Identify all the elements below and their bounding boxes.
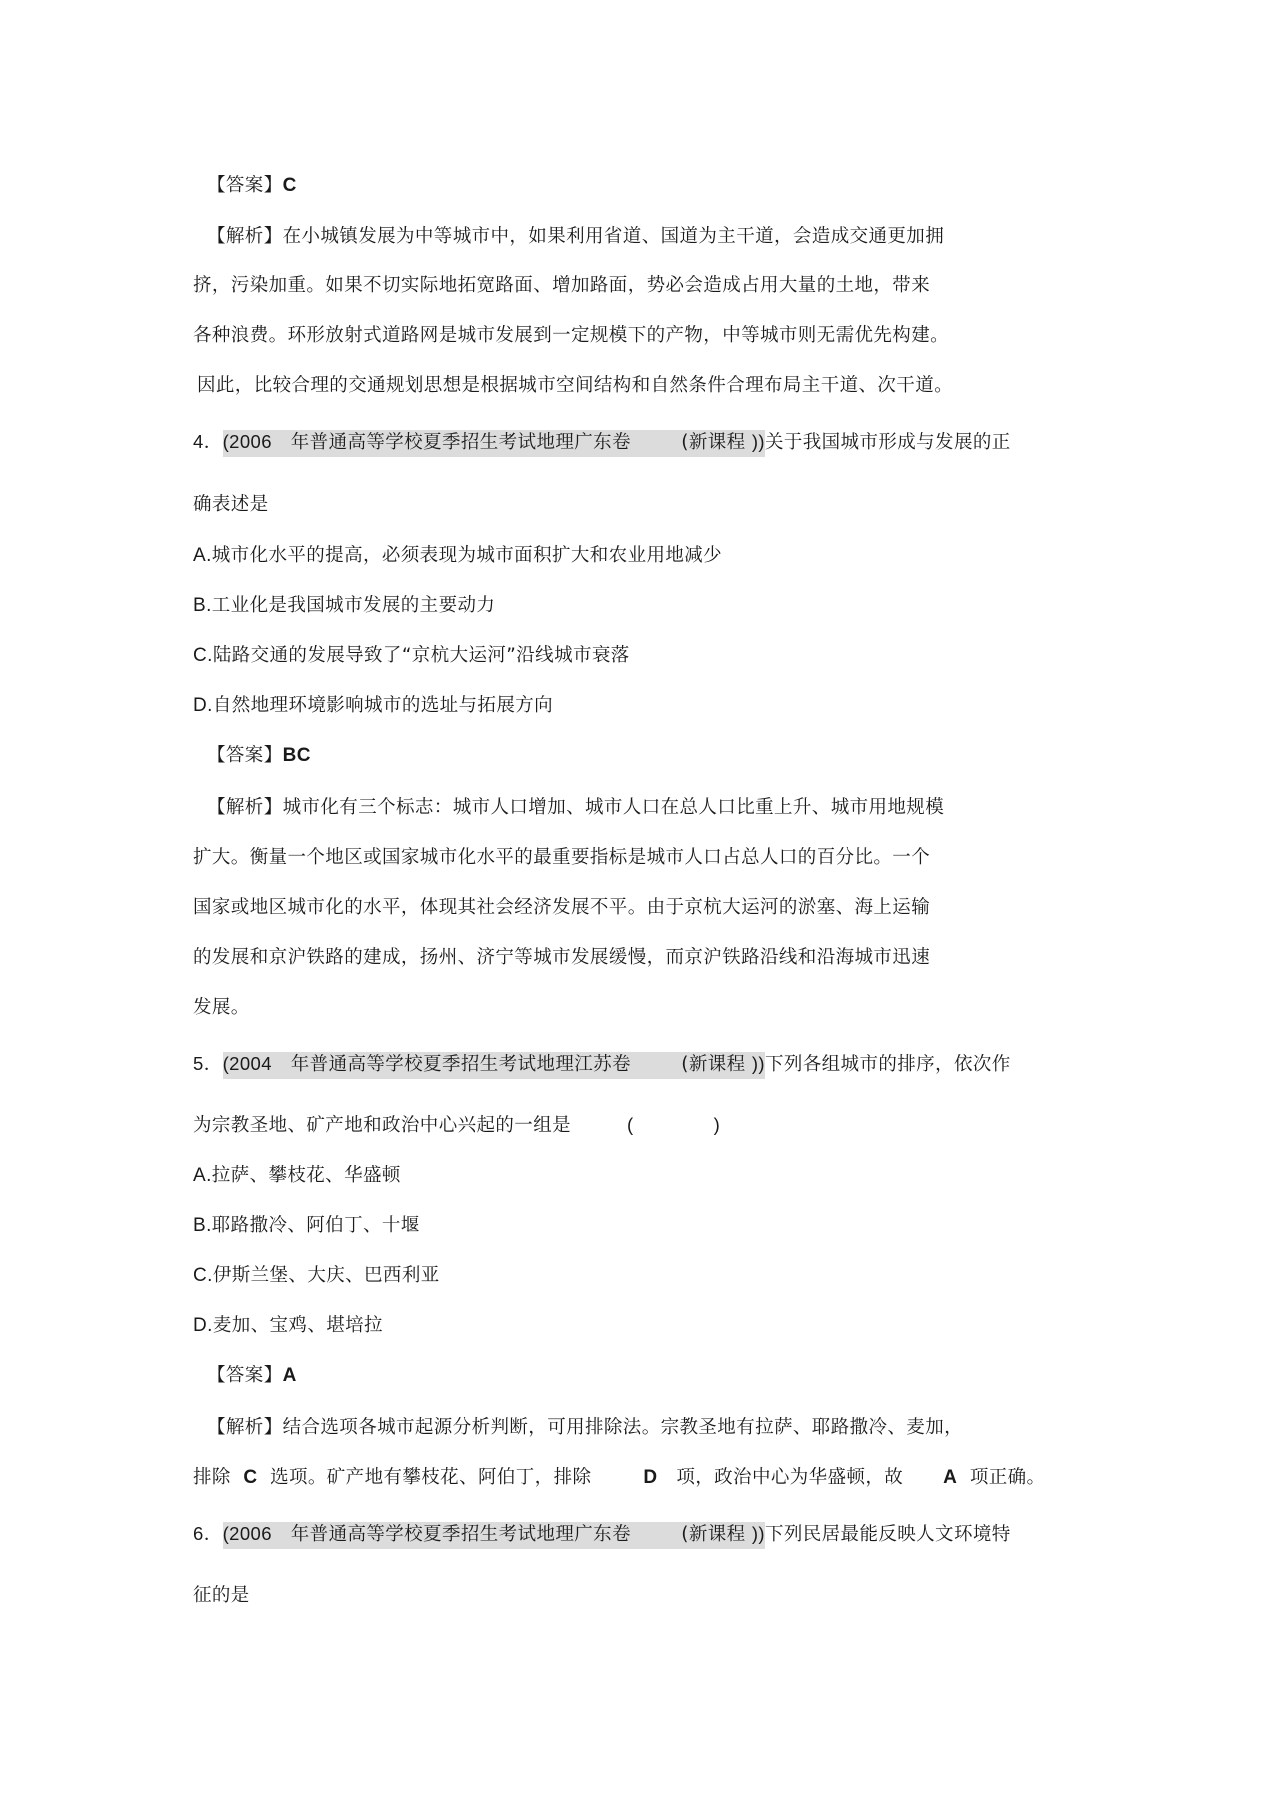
answer-value: BC bbox=[282, 745, 311, 766]
option-c: C.伊斯兰堡、大庆、巴西利亚 bbox=[193, 1265, 440, 1286]
option-d: D.麦加、宝鸡、堪培拉 bbox=[193, 1315, 383, 1336]
analysis-line: 发展。 bbox=[193, 997, 250, 1018]
analysis-line: 【解析】结合选项各城市起源分析判断，可用排除法。宗教圣地有拉萨、耶路撒冷、麦加， bbox=[207, 1417, 964, 1438]
analysis-line: 扩大。衡量一个地区或国家城市化水平的最重要指标是城市人口占总人口的百分比。一个 bbox=[193, 847, 931, 868]
analysis-line: 【解析】城市化有三个标志：城市人口增加、城市人口在总人口比重上升、城市用地规模 bbox=[207, 797, 945, 818]
analysis-line: 的发展和京沪铁路的建成，扬州、济宁等城市发展缓慢，而京沪铁路沿线和沿海城市迅速 bbox=[193, 947, 931, 968]
option-a: A.城市化水平的提高，必须表现为城市面积扩大和农业用地减少 bbox=[193, 545, 723, 566]
question-6-stem-cont: 征的是 bbox=[193, 1585, 250, 1606]
question-4-stem-cont: 确表述是 bbox=[193, 494, 269, 515]
analysis-line: 各种浪费。环形放射式道路网是城市发展到一定规模下的产物，中等城市则无需优先构建。 bbox=[193, 325, 950, 346]
answer-label: 【答案】 bbox=[207, 1365, 283, 1386]
analysis-line: 【解析】在小城镇发展为中等城市中，如果利用省道、国道为主干道，会造成交通更加拥 bbox=[207, 226, 945, 247]
answer-value: C bbox=[282, 175, 297, 196]
question-number: 6． bbox=[193, 1523, 223, 1544]
question-4-stem bbox=[193, 430, 1011, 455]
option-b: B.耶路撒冷、阿伯丁、十堰 bbox=[193, 1215, 420, 1236]
answer-value: A bbox=[282, 1365, 297, 1386]
question-5-stem bbox=[193, 1052, 1011, 1077]
answer-line bbox=[207, 744, 311, 768]
answer-blank-open: ( bbox=[627, 1114, 634, 1135]
answer-label: 【答案】 bbox=[207, 745, 283, 766]
option-c: C.陆路交通的发展导致了“京杭大运河”沿线城市衰落 bbox=[193, 645, 630, 666]
source-highlight: (2006 年普通高等学校夏季招生考试地理广东卷 (新课程 )) bbox=[223, 430, 765, 457]
analysis-line: 挤，污染加重。如果不切实际地拓宽路面、增加路面，势必会造成占用大量的土地，带来 bbox=[193, 275, 931, 296]
question-5-stem-cont: 为宗教圣地、矿产地和政治中心兴起的一组是 ( ) bbox=[193, 1114, 721, 1136]
source-highlight: (2004 年普通高等学校夏季招生考试地理江苏卷 (新课程 )) bbox=[223, 1052, 765, 1079]
analysis-line: 因此，比较合理的交通规划思想是根据城市空间结构和自然条件合理布局主干道、次干道。 bbox=[197, 375, 954, 396]
answer-line bbox=[207, 174, 297, 198]
question-6-stem bbox=[193, 1522, 1011, 1547]
option-d: D.自然地理环境影响城市的选址与拓展方向 bbox=[193, 695, 554, 716]
question-number: 4． bbox=[193, 431, 223, 452]
stem-text: 关于我国城市形成与发展的正 bbox=[764, 432, 1011, 453]
answer-label: 【答案】 bbox=[207, 175, 283, 196]
analysis-line: 国家或地区城市化的水平，体现其社会经济发展不平。由于京杭大运河的淤塞、海上运输 bbox=[193, 897, 931, 918]
answer-line bbox=[207, 1364, 297, 1388]
stem-text: 下列民居最能反映人文环境特 bbox=[764, 1524, 1011, 1545]
source-highlight: (2006 年普通高等学校夏季招生考试地理广东卷 (新课程 )) bbox=[223, 1522, 765, 1549]
question-number: 5． bbox=[193, 1053, 223, 1074]
option-a: A.拉萨、攀枝花、华盛顿 bbox=[193, 1165, 401, 1186]
stem-text: 下列各组城市的排序，依次作 bbox=[764, 1054, 1011, 1075]
option-b: B.工业化是我国城市发展的主要动力 bbox=[193, 595, 496, 616]
answer-blank-close: ) bbox=[713, 1114, 721, 1135]
analysis-line: 排除 C 选项。矿产地有攀枝花、阿伯丁，排除 D 项，政治中心为华盛顿，故 A 项正确。 bbox=[193, 1467, 1046, 1488]
